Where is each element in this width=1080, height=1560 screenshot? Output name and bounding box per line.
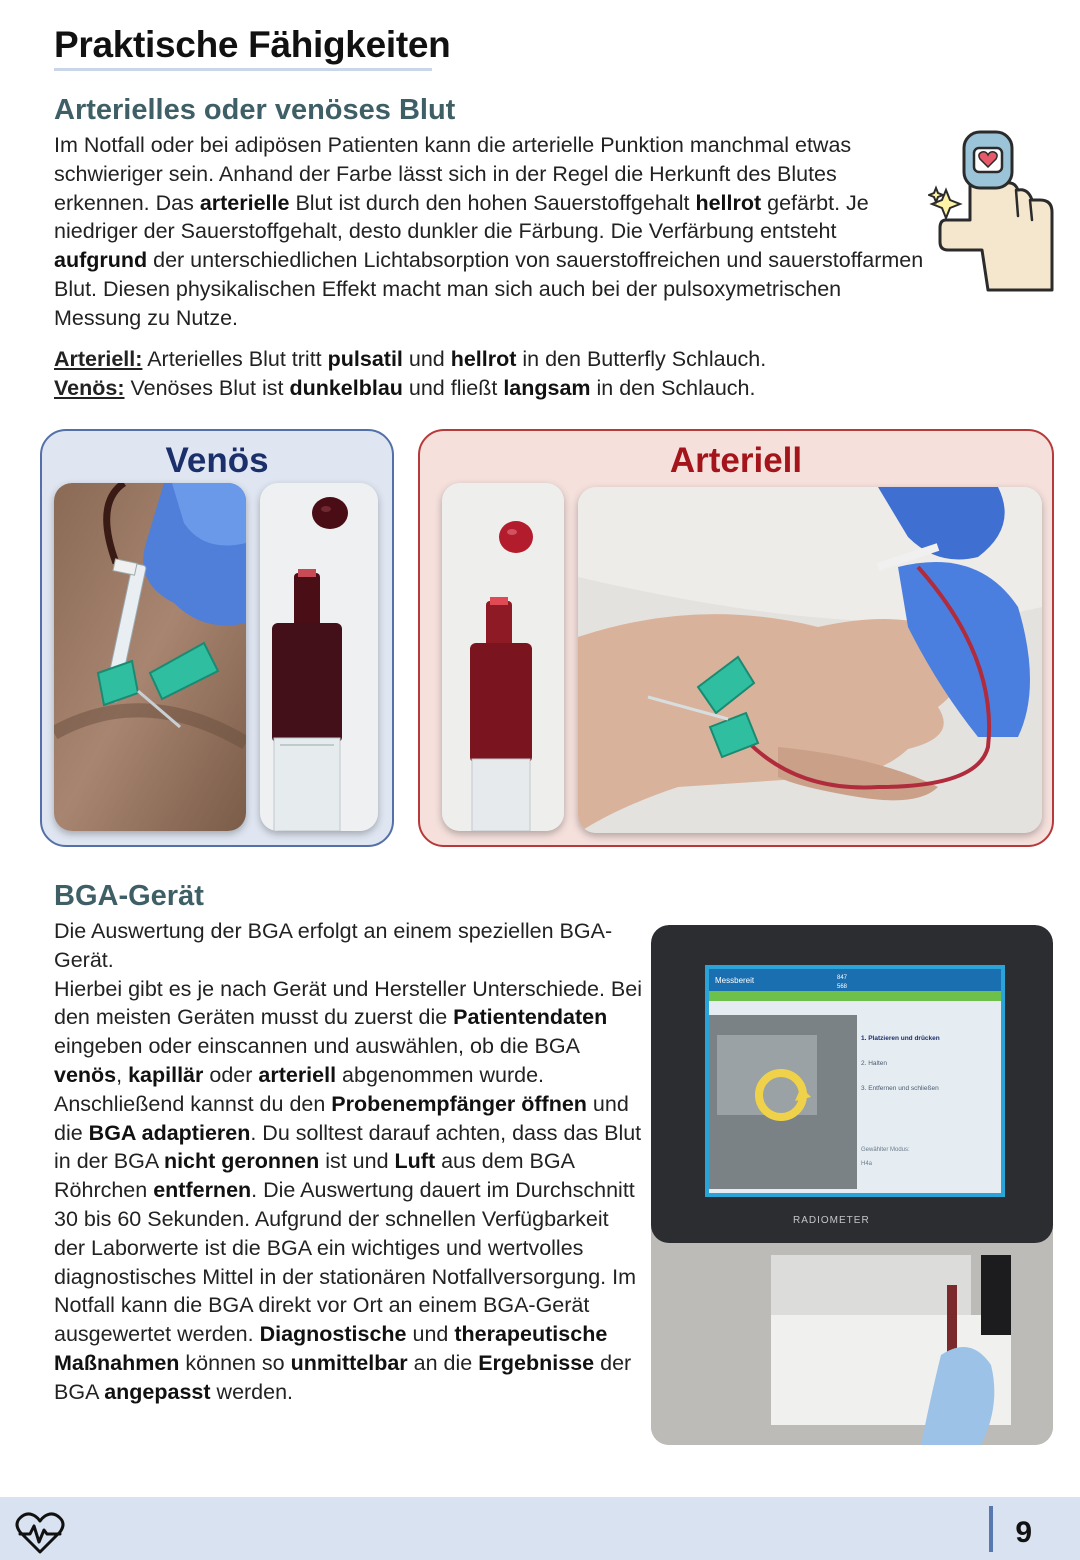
text-run: in den Butterfly Schlauch. [516, 347, 767, 371]
page-title: Praktische Fähigkeiten [54, 24, 451, 65]
blood-paragraph [54, 131, 924, 333]
text-run: werden. [210, 1379, 294, 1404]
bold-text: arterielle [199, 190, 290, 215]
venous-panel [40, 429, 394, 847]
device-step-1: 1. Platzieren und drücken [861, 1035, 940, 1042]
text-run: in den Schlauch. [590, 375, 756, 400]
bold-text: arteriell [258, 1062, 337, 1087]
definition-term: Arteriell: [54, 347, 143, 371]
text-run: und die [54, 1091, 629, 1145]
device-status-text: Messbereit [715, 976, 755, 985]
heart-pulse-icon [14, 1510, 66, 1554]
bold-text: hellrot [450, 347, 517, 371]
bold-text: entfernen [153, 1178, 252, 1203]
device-step-3: 3. Entfernen und schließen [861, 1085, 939, 1092]
finger-pulse-oximeter-icon [928, 124, 1058, 296]
text-run: Im Notfall oder bei adipösen Patienten kann die arterielle Punktion manchmal etwas schwieriger sein. Anhand der Farbe lässt sich in der Regel die Herkunft des Blutes erkennen. Das [54, 133, 852, 215]
bold-text: unmittelbar [290, 1350, 408, 1375]
device-mode-value: H4a [861, 1161, 873, 1167]
text-run: und [402, 347, 451, 371]
venous-blood-syringe-photo [260, 483, 378, 831]
arterial-panel [418, 429, 1054, 847]
bold-text: Probenempfänger öffnen [331, 1091, 587, 1116]
sparkle-icon [929, 188, 960, 218]
footer-bar [0, 1497, 1080, 1560]
bold-text: nicht geronnen [163, 1149, 320, 1174]
text-run: und fließt [402, 375, 504, 400]
definition-line [54, 345, 934, 374]
device-code-2: 568 [837, 984, 848, 990]
device-mode-label: Gewählter Modus: [861, 1147, 910, 1153]
arterial-puncture-photo [578, 487, 1042, 833]
bold-text: Ergebnisse [478, 1350, 595, 1375]
text-run: an die [407, 1350, 479, 1375]
text-run: gefärbt. Je niedriger der Sauerstoffgehalt, desto dunkler die Färbung. Die Verfärbung entsteht [54, 190, 869, 244]
text-run: und [406, 1322, 455, 1347]
bga-device-photo [651, 925, 1053, 1445]
text-run: der BGA [54, 1350, 632, 1404]
text-run: , [116, 1062, 129, 1087]
definition-term: Venös: [54, 375, 125, 400]
text-run: Blut ist durch den hohen Sauerstoffgehalt [289, 190, 696, 215]
arterial-panel-title: Arteriell [669, 441, 803, 480]
bold-text: dunkelblau [289, 375, 403, 400]
bold-text: aufgrund [54, 248, 148, 273]
device-brand: RADIOMETER [793, 1215, 870, 1226]
page-number-rule [989, 1506, 993, 1552]
text-run: ist und [319, 1149, 395, 1174]
bold-text: langsam [503, 375, 591, 400]
device-step-2: 2. Halten [861, 1060, 888, 1067]
device-code-1: 847 [837, 975, 848, 981]
text-run: abgenommen wurde. Anschließend kannst du den [54, 1062, 545, 1116]
title-underline [54, 68, 432, 71]
text-run: eingeben oder einscannen und auswählen, ob die BGA [54, 1034, 579, 1059]
text-run: Venöses Blut ist [124, 375, 290, 400]
arterial-blood-syringe-photo [442, 483, 564, 831]
text-run: Arterielles Blut tritt [142, 347, 328, 371]
text-run: . Die Auswertung dauert im Durchschnitt 30 bis 60 Sekunden. Aufgrund der schnellen Verfügbarkeit der Laborwerte ist die BGA ein wichtiges und wertvolles diagnostisches Mittel in der stationären Notfallversorgung. Im Notfall kann die BGA direkt vor Ort an einem BGA-Gerät ausgewertet werden. [54, 1178, 636, 1347]
bold-text: venös [54, 1062, 117, 1087]
bold-text: kapillär [128, 1062, 204, 1087]
venous-puncture-photo [54, 483, 246, 831]
bold-text: Luft [394, 1149, 436, 1174]
text-run: können so [179, 1350, 291, 1375]
text-run: . Du solltest darauf achten, dass das Blut in der BGA [54, 1120, 642, 1174]
bold-text: therapeutische Maßnahmen [54, 1322, 608, 1375]
text-run: Hierbei gibt es je nach Gerät und Hersteller Unterschiede. Bei den meisten Geräten musst du zuerst die [54, 976, 642, 1030]
bold-text: BGA adaptieren [88, 1120, 251, 1145]
section-heading-blood: Arterielles oder venöses Blut [54, 94, 456, 126]
definition-line [54, 374, 934, 403]
bold-text: angepasst [104, 1379, 211, 1404]
page-number: 9 [1015, 1516, 1032, 1549]
device-paragraph [54, 917, 644, 1407]
bold-text: Patientendaten [453, 1005, 608, 1030]
text-run: aus dem BGA Röhrchen [54, 1149, 574, 1203]
text-run: oder [203, 1062, 259, 1087]
text-run: Die Auswertung der BGA erfolgt an einem speziellen BGA-Gerät. [54, 919, 613, 972]
bold-text: pulsatil [327, 347, 403, 371]
bold-text: hellrot [695, 190, 762, 215]
section-heading-device: BGA-Gerät [54, 880, 204, 912]
bold-text: Diagnostische [259, 1322, 407, 1347]
definitions-list [54, 345, 934, 403]
text-run: der unterschiedlichen Lichtabsorption von sauerstoffreichen und sauerstoffarmen Blut. Diesen physikalischen Effekt macht man sich auch bei der pulsoxymetrischen Messung zu Nutze. [54, 248, 924, 330]
venous-panel-title: Venös [165, 441, 269, 480]
